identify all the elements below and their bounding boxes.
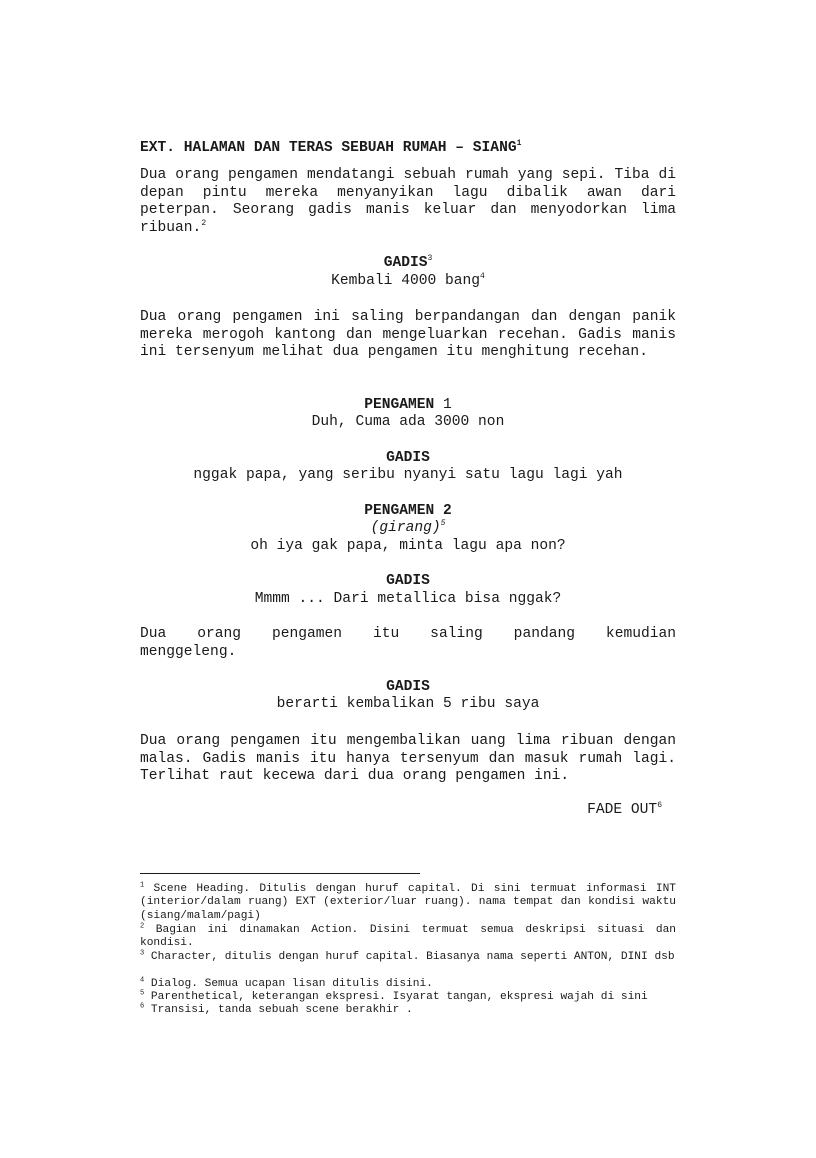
footnote-ref-6: 6 <box>657 801 662 811</box>
character-name: PENGAMEN <box>364 397 435 413</box>
footnote-1 <box>140 883 676 923</box>
dialogue-line-1 <box>140 273 676 291</box>
dialogue-line-3: nggak papa, yang seribu nyanyi satu lagu lagi yah <box>193 467 623 483</box>
footnote-number: 2 <box>140 922 145 931</box>
footnote-4 <box>140 978 676 991</box>
action-paragraph-3-line-1: Dua orang pengamen itu saling pandang kemudian <box>140 626 676 642</box>
footnote-2 <box>140 924 676 951</box>
action-paragraph-1 <box>140 167 676 237</box>
footnote-3 <box>140 951 676 964</box>
footnote-5 <box>140 991 676 1004</box>
character-gadis-3: GADIS <box>386 573 430 589</box>
character-gadis-4: GADIS <box>386 679 430 695</box>
character-pengamen-2: PENGAMEN 2 <box>364 503 452 519</box>
footnote-6 <box>140 1004 676 1017</box>
footnote-text: Transisi, tanda sebuah scene berakhir . <box>150 1004 413 1016</box>
footnote-number: 3 <box>140 949 145 958</box>
footnote-number: 1 <box>140 881 145 890</box>
scene-heading-text: EXT. HALAMAN DAN TERAS SEBUAH RUMAH – SIANG <box>140 140 517 156</box>
footnote-ref-3: 3 <box>427 254 433 264</box>
action-1-text: Dua orang pengamen mendatangi sebuah rumah yang sepi. Tiba di depan pintu mereka menyanyikan lagu dibalik awan dari peterpan. Seorang gadis manis keluar dan menyodorkan lima ribuan. <box>140 167 676 236</box>
transition-text: FADE OUT <box>587 802 658 818</box>
action-paragraph-3-line-2: menggeleng. <box>140 644 237 660</box>
footnote-text: Character, ditulis dengan huruf capital. Biasanya nama seperti ANTON, DINI dsb <box>150 951 675 963</box>
dialogue-line-4: oh iya gak papa, minta lagu apa non? <box>250 538 566 554</box>
footnote-ref-1: 1 <box>516 139 522 149</box>
footnote-ref-4: 4 <box>480 272 485 282</box>
parenthetical <box>140 520 676 538</box>
character-gadis-1 <box>140 255 676 273</box>
character-name: GADIS <box>383 255 428 271</box>
transition <box>140 802 662 820</box>
dialogue-line-2: Duh, Cuma ada 3000 non <box>311 414 505 430</box>
dialogue-text: Kembali 4000 bang <box>331 273 481 289</box>
footnote-ref-5: 5 <box>440 519 446 529</box>
scene-heading <box>140 140 676 158</box>
footnote-number: 4 <box>140 976 145 985</box>
parenthetical-text: (girang) <box>370 520 441 536</box>
dialogue-line-5: Mmmm ... Dari metallica bisa nggak? <box>254 591 562 607</box>
character-number: 1 <box>443 397 452 413</box>
footnote-text: Bagian ini dinamakan Action. Disini termuat semua deskripsi situasi dan kondisi. <box>140 924 676 950</box>
footnote-number: 6 <box>140 1002 145 1011</box>
dialogue-line-6: berarti kembalikan 5 ribu saya <box>276 696 540 712</box>
footnote-number: 5 <box>140 989 145 998</box>
footnote-separator <box>140 873 420 874</box>
action-paragraph-4: Dua orang pengamen itu mengembalikan uang lima ribuan dengan malas. Gadis manis itu hanya tersenyum dan masuk rumah lagi. Terlihat raut kecewa dari dua orang pengamen ini. <box>140 733 676 785</box>
character-gadis-2: GADIS <box>386 450 430 466</box>
footnote-text: Scene Heading. Ditulis dengan huruf capital. Di sini termuat informasi INT (interior/dalam ruang) EXT (exterior/luar ruang). nama tempat dan kondisi waktu (siang/malam/pagi) <box>140 883 677 922</box>
character-pengamen-1 <box>140 397 676 415</box>
footnote-ref-2: 2 <box>201 218 207 228</box>
footnote-text: Parenthetical, keterangan ekspresi. Isyarat tangan, ekspresi wajah di sini <box>150 991 648 1003</box>
footnote-text: Dialog. Semua ucapan lisan ditulis disini. <box>150 978 433 990</box>
action-paragraph-2: Dua orang pengamen ini saling berpandangan dan dengan panik mereka merogoh kantong dan mengeluarkan recehan. Gadis manis ini tersenyum melihat dua pengamen itu menghitung recehan. <box>140 309 676 361</box>
